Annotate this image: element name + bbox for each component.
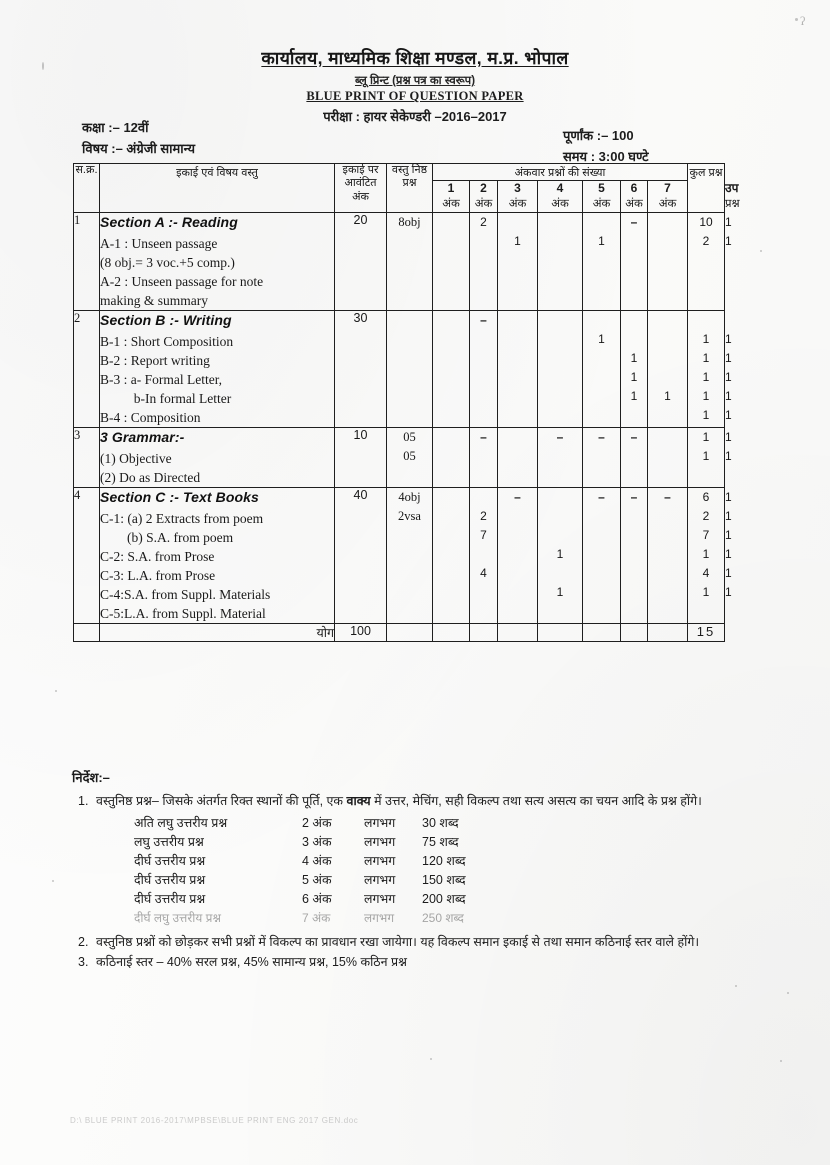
scan-speck xyxy=(787,992,789,994)
mark-count-value xyxy=(498,330,537,349)
question-type-row xyxy=(134,814,466,833)
section-subtopic: C-1: (a) 2 Extracts from poem xyxy=(100,510,264,526)
sub-question-value: 1 xyxy=(702,407,710,422)
row-serial-number: 3 xyxy=(74,427,100,487)
row-marks-allotted: 30 xyxy=(335,310,387,427)
col-header-3-mark: 3 अंक xyxy=(498,181,538,213)
sub-question-value: 1 xyxy=(702,331,710,346)
sub-question-value: 1 xyxy=(702,350,710,365)
section-subtopic: B-2 : Report writing xyxy=(100,352,210,368)
row-2-mark-count xyxy=(470,310,498,427)
mark-count-value xyxy=(538,564,582,583)
mark-count-value xyxy=(433,447,469,466)
mark-count-value xyxy=(648,428,687,447)
row-3-mark-count xyxy=(498,427,538,487)
instruction-text xyxy=(96,793,772,810)
header-row-marks: 1 अंक 2 अंक 3 अंक 4 अंक 5 अंक 6 अंक 7 अंक उप प्रश्न xyxy=(74,181,725,213)
total-c1-cell xyxy=(433,623,470,641)
row-serial-number: 4 xyxy=(74,487,100,623)
row-1-mark-count xyxy=(433,310,470,427)
total-c6-cell xyxy=(621,623,648,641)
total-sno-cell xyxy=(74,623,100,641)
sub-question-value: 1 xyxy=(702,546,710,561)
mark-count-value xyxy=(433,368,469,387)
mark-count-value xyxy=(583,349,620,368)
question-type-approx: लगभग xyxy=(364,854,396,868)
col-header-4-mark: 4 अंक xyxy=(538,181,583,213)
total-c7-cell xyxy=(648,623,688,641)
mark-count-value xyxy=(498,545,537,564)
mark-count-value xyxy=(498,507,537,526)
section-title: Section B :- Writing xyxy=(100,311,232,328)
section-subtopic: B-1 : Short Composition xyxy=(100,333,234,349)
section-subtopic: b-In formal Letter xyxy=(100,390,232,406)
mark-count-value: 1 xyxy=(556,584,564,599)
mark-count-value xyxy=(621,330,647,349)
sub-question-value: 1 xyxy=(702,584,710,599)
row-marks-allotted: 20 xyxy=(335,212,387,310)
section-subtopic: C-5:L.A. from Suppl. Material xyxy=(100,605,266,621)
total-c3-cell xyxy=(498,623,538,641)
mark-count-value xyxy=(648,447,687,466)
mark-count-value: – xyxy=(514,489,521,504)
section-subtopic: B-3 : a- Formal Letter, xyxy=(100,371,223,387)
mark-count-value xyxy=(498,213,537,232)
question-type-row xyxy=(134,871,466,890)
col-header-unit-content: इकाई एवं विषय वस्तु xyxy=(100,164,335,213)
document-heading xyxy=(0,46,830,125)
exam-time-label: समय : 3:00 घण्टे xyxy=(563,149,649,164)
instruction-text: वस्तुनिष्ठ प्रश्नों को छोड़कर सभी प्रश्नों में विकल्प का प्रावधान रखा जायेगा। यह विकल्प समान इकाई से तथा समान कठिनाई स्तर वाले होंगे। xyxy=(96,935,700,949)
mark-count-value xyxy=(583,311,620,330)
row-marks-allotted: 40 xyxy=(335,487,387,623)
row-7-mark-count xyxy=(648,310,688,427)
mark-count-value xyxy=(621,232,647,251)
col-header-6-mark: 6 अंक xyxy=(621,181,648,213)
objective-value: 8obj xyxy=(398,214,421,229)
instruction-text-after: में उत्तर, मेचिंग, सही विकल्प तथा सत्य असत्य का चयन आदि के प्रश्न होंगे। xyxy=(370,794,702,808)
mark-count-value xyxy=(648,583,687,602)
section-subtopic: making & summary xyxy=(100,292,208,308)
objective-value xyxy=(387,330,432,349)
objective-value: 05 xyxy=(403,448,416,463)
mark-count-value xyxy=(648,545,687,564)
row-1-mark-count xyxy=(433,427,470,487)
mark-count-value xyxy=(648,311,687,330)
mark-count-value: – xyxy=(480,429,487,444)
mark-count-value xyxy=(470,368,497,387)
question-type-approx: लगभग xyxy=(364,873,396,887)
mark-count-value xyxy=(470,447,497,466)
total-questions-cell: 15 xyxy=(688,623,725,641)
mark-count-value: – xyxy=(598,429,605,444)
mark-count-value xyxy=(583,526,620,545)
mark-count-value: 2 xyxy=(480,508,487,523)
total-marks-cell: 100 xyxy=(335,623,387,641)
mark-count-value: 1 xyxy=(630,388,638,403)
col-header-7-mark: 7 अंक xyxy=(648,181,688,213)
row-5-mark-count xyxy=(583,487,621,623)
objective-value: 2vsa xyxy=(398,508,421,523)
row-7-mark-count xyxy=(648,427,688,487)
mark-count-value xyxy=(648,232,687,251)
mark-count-value xyxy=(470,545,497,564)
row-5-mark-count xyxy=(583,427,621,487)
row-4-mark-count xyxy=(538,427,583,487)
scan-speck xyxy=(795,18,798,21)
exam-name-year: परीक्षा : हायर सेकेण्डरी –2016–2017 xyxy=(323,109,507,124)
mark-count-value xyxy=(538,232,582,251)
instructions-section xyxy=(72,768,772,974)
section-subtopic: A-2 : Unseen passage for note xyxy=(100,273,264,289)
scan-speck xyxy=(430,1058,432,1060)
objective-value xyxy=(387,349,432,368)
row-3-mark-count xyxy=(498,310,538,427)
table-row: 3 3 Grammar:- (1) Objective (2) Do as Directed 10 05 05 – – – – 1 1 1 1 xyxy=(74,427,725,487)
mark-count-value xyxy=(648,564,687,583)
question-type-approx: लगभग xyxy=(364,835,396,849)
col-header-markwise-count: अंकवार प्रश्नों की संख्या xyxy=(433,164,688,181)
instruction-number: 2. xyxy=(78,935,89,949)
mark-count-value xyxy=(621,564,647,583)
mark-count-value xyxy=(498,349,537,368)
question-type-approx: लगभग xyxy=(364,816,396,830)
mark-count-value xyxy=(498,428,537,447)
mark-count-value: 1 xyxy=(598,233,605,248)
total-row xyxy=(74,623,725,641)
mark-count-value: 2 xyxy=(480,214,487,229)
total-objective-cell xyxy=(387,623,433,641)
section-subtopic: (b) S.A. from poem xyxy=(100,529,234,545)
question-type-table xyxy=(134,814,466,928)
mark-count-value: 7 xyxy=(480,527,487,542)
mark-count-value xyxy=(470,488,497,507)
mark-count-value xyxy=(470,232,497,251)
section-title: 3 Grammar:- xyxy=(100,428,185,445)
mark-count-value: – xyxy=(598,489,605,504)
sub-question-value: 1 xyxy=(702,369,710,384)
table-row: 4 Section C :- Text Books C-1: (a) 2 Extracts from poem (b) S.A. from poem C-2: S.A. from Prose C-3: L.A. from Prose C-4:S.A. from Suppl. Materials C-5:L.A. from Suppl. Material 40 4obj 2vsa 2 7 4 – 1 1 – – – 6 2 7 1 4 1 1 1 1 1 1 1 xyxy=(74,487,725,623)
mark-count-value: – xyxy=(630,489,638,504)
mark-count-value xyxy=(538,330,582,349)
row-2-mark-count xyxy=(470,427,498,487)
row-1-mark-count xyxy=(433,212,470,310)
mark-count-value xyxy=(583,564,620,583)
mark-count-value xyxy=(470,330,497,349)
instruction-item-2 xyxy=(72,934,772,951)
question-type-row xyxy=(134,909,466,928)
mark-count-value: 1 xyxy=(664,388,671,403)
sub-question-value: 7 xyxy=(702,527,710,542)
question-type-approx: लगभग xyxy=(364,892,396,906)
row-serial-number: 2 xyxy=(74,310,100,427)
row-4-mark-count xyxy=(538,487,583,623)
instruction-number: 3. xyxy=(78,955,89,969)
mark-count-value xyxy=(470,349,497,368)
mark-count-value xyxy=(648,213,687,232)
col-header-5-mark: 5 अंक xyxy=(583,181,621,213)
objective-value xyxy=(387,387,432,406)
question-type-name: दीर्घ उत्तरीय प्रश्न xyxy=(134,854,206,868)
blueprint-subtitle-english: BLUE PRINT OF QUESTION PAPER xyxy=(306,89,524,103)
mark-count-value xyxy=(583,213,620,232)
question-type-row xyxy=(134,833,466,852)
mark-count-value xyxy=(433,387,469,406)
mark-count-value: – xyxy=(630,429,638,444)
sub-question-value: 10 xyxy=(699,214,713,229)
mark-count-value xyxy=(433,311,469,330)
section-subtopic: (1) Objective xyxy=(100,450,172,466)
row-unit-content xyxy=(100,212,335,310)
mark-count-value xyxy=(583,447,620,466)
mark-count-value xyxy=(538,526,582,545)
mark-count-value: – xyxy=(480,312,487,327)
objective-value: 05 xyxy=(403,429,416,444)
mark-count-value: 1 xyxy=(630,369,638,384)
mark-count-value xyxy=(583,368,620,387)
mark-count-value xyxy=(498,368,537,387)
question-type-approx: लगभग xyxy=(364,911,395,925)
row-objective-questions xyxy=(387,310,433,427)
row-marks-allotted: 10 xyxy=(335,427,387,487)
instruction-item-3 xyxy=(72,954,772,971)
row-3-mark-count xyxy=(498,212,538,310)
col-header-total-questions: कुल प्रश्न xyxy=(688,164,725,213)
mark-count-value xyxy=(621,311,647,330)
page-corner-mark: ʔ xyxy=(800,14,806,28)
instructions-heading: निर्देश:– xyxy=(72,770,110,785)
section-subtopic: C-3: L.A. from Prose xyxy=(100,567,216,583)
sub-question-value: 1 xyxy=(702,388,710,403)
table-header xyxy=(74,164,740,213)
row-6-mark-count xyxy=(621,212,648,310)
scan-speck xyxy=(52,880,54,882)
row-5-mark-count xyxy=(583,212,621,310)
mark-count-value xyxy=(648,349,687,368)
mark-count-value xyxy=(498,583,537,602)
mark-count-value xyxy=(538,507,582,526)
question-type-words: 120 शब्द xyxy=(422,854,466,868)
row-sub-questions xyxy=(688,487,725,623)
mark-count-value xyxy=(538,213,582,232)
section-subtopic: B-4 : Composition xyxy=(100,409,201,425)
scan-speck xyxy=(735,985,737,987)
mark-count-value: 1 xyxy=(630,350,638,365)
question-type-words: 200 शब्द xyxy=(422,892,466,906)
mark-count-value: 1 xyxy=(514,233,521,248)
section-subtopic: A-1 : Unseen passage xyxy=(100,235,218,251)
section-subtopic: C-4:S.A. from Suppl. Materials xyxy=(100,586,271,602)
header-row-top xyxy=(74,164,725,181)
mark-count-value xyxy=(648,507,687,526)
class-label: कक्षा :– 12वीं xyxy=(82,120,149,135)
objective-value xyxy=(387,311,432,330)
col-header-objective-questions: वस्तु निष्ठ प्रश्न xyxy=(387,164,433,213)
col-header-1-mark: 1 अंक xyxy=(433,181,470,213)
table-row: 2 Section B :- Writing B-1 : Short Composition B-2 : Report writing B-3 : a- Formal Letter, b-In formal Letter B-4 : Composition 30 – 1 1 1 1 1 1 1 1 1 1 1 1 1 1 1 xyxy=(74,310,725,427)
mark-count-value xyxy=(583,583,620,602)
col-header-2-mark: 2 अंक xyxy=(470,181,498,213)
question-type-row xyxy=(134,890,466,909)
mark-count-value xyxy=(498,447,537,466)
instruction-number: 1. xyxy=(78,794,89,808)
objective-value xyxy=(387,232,432,251)
mark-count-value xyxy=(621,583,647,602)
mark-count-value xyxy=(538,488,582,507)
section-subtopic: (8 obj.= 3 voc.+5 comp.) xyxy=(100,254,235,270)
question-type-name: दीर्घ लघु उत्तरीय प्रश्न xyxy=(134,911,221,925)
col-header-sno: स.क्र. xyxy=(74,164,100,213)
section-subtopic: (2) Do as Directed xyxy=(100,469,201,485)
mark-count-value xyxy=(498,526,537,545)
sub-question-value: 4 xyxy=(702,565,710,580)
mark-count-value: – xyxy=(630,214,638,229)
mark-count-value xyxy=(433,428,469,447)
mark-count-value: 1 xyxy=(556,546,564,561)
mark-count-value: 4 xyxy=(480,565,487,580)
instruction-item-1 xyxy=(72,793,772,810)
row-7-mark-count xyxy=(648,487,688,623)
question-type-marks: 6 अंक xyxy=(302,892,332,906)
row-3-mark-count xyxy=(498,487,538,623)
row-sub-questions xyxy=(688,310,725,427)
sub-question-value: 6 xyxy=(702,489,710,504)
row-objective-questions xyxy=(387,487,433,623)
row-6-mark-count xyxy=(621,310,648,427)
question-type-words: 30 शब्द xyxy=(422,816,459,830)
question-type-marks: 3 अंक xyxy=(302,835,332,849)
row-unit-content xyxy=(100,310,335,427)
row-unit-content xyxy=(100,487,335,623)
row-objective-questions xyxy=(387,427,433,487)
mark-count-value xyxy=(621,526,647,545)
mark-count-value xyxy=(583,507,620,526)
mark-count-value xyxy=(498,311,537,330)
scan-speck xyxy=(55,690,57,692)
section-title: Section A :- Reading xyxy=(100,213,238,230)
mark-count-value xyxy=(538,349,582,368)
question-type-name: लघु उत्तरीय प्रश्न xyxy=(134,835,204,849)
sub-question-value xyxy=(688,311,724,330)
sub-question-value: 1 xyxy=(702,448,710,463)
question-type-words: 75 शब्द xyxy=(422,835,459,849)
objective-value xyxy=(387,368,432,387)
row-6-mark-count xyxy=(621,427,648,487)
row-5-mark-count xyxy=(583,310,621,427)
question-type-marks: 4 अंक xyxy=(302,854,332,868)
mark-count-value xyxy=(621,507,647,526)
instruction-text-emphasis: वाक्य xyxy=(346,794,371,808)
mark-count-value xyxy=(433,232,469,251)
mark-count-value xyxy=(583,545,620,564)
question-type-marks: 5 अंक xyxy=(302,873,332,887)
mark-count-value xyxy=(621,447,647,466)
row-1-mark-count xyxy=(433,487,470,623)
mark-count-value xyxy=(433,349,469,368)
mark-count-value xyxy=(498,387,537,406)
scan-speck xyxy=(780,1060,782,1062)
mark-count-value xyxy=(648,526,687,545)
table-body xyxy=(74,212,732,623)
blueprint-table xyxy=(73,163,740,642)
row-4-mark-count xyxy=(538,212,583,310)
row-2-mark-count xyxy=(470,487,498,623)
row-4-mark-count xyxy=(538,310,583,427)
total-label-cell: योग xyxy=(100,623,335,641)
row-7-mark-count xyxy=(648,212,688,310)
question-type-words: 250 शब्द xyxy=(422,911,464,925)
question-type-marks: 7 अंक xyxy=(302,911,331,925)
sub-question-value: 2 xyxy=(702,508,710,523)
instruction-text-before: वस्तुनिष्ठ प्रश्न– जिसके अंतर्गत रिक्त स्थानों की पूर्ति, एक xyxy=(96,794,347,808)
question-type-words: 150 शब्द xyxy=(422,873,466,887)
mark-count-value xyxy=(498,564,537,583)
mark-count-value xyxy=(583,387,620,406)
mark-count-value xyxy=(470,387,497,406)
row-sub-questions xyxy=(688,212,725,310)
section-subtopic: C-2: S.A. from Prose xyxy=(100,548,215,564)
mark-count-value xyxy=(538,387,582,406)
mark-count-value: – xyxy=(664,489,671,504)
sub-question-value: 1 xyxy=(702,429,710,444)
question-type-name: अति लघु उत्तरीय प्रश्न xyxy=(134,816,228,830)
row-objective-questions xyxy=(387,212,433,310)
mark-count-value xyxy=(433,330,469,349)
total-c4-cell xyxy=(538,623,583,641)
table-row: 1 Section A :- Reading A-1 : Unseen passage (8 obj.= 3 voc.+5 comp.) A-2 : Unseen passage for note making & summary 20 8obj 2 1 1 – 10 2 1 1 xyxy=(74,212,725,310)
mark-count-value xyxy=(433,213,469,232)
mark-count-value: – xyxy=(556,429,564,444)
mark-count-value xyxy=(621,545,647,564)
table-footer xyxy=(74,623,725,641)
mark-count-value xyxy=(648,330,687,349)
scan-speck xyxy=(760,250,762,252)
objective-value: 4obj xyxy=(398,489,421,504)
section-title: Section C :- Text Books xyxy=(100,488,259,505)
row-6-mark-count xyxy=(621,487,648,623)
mark-count-value xyxy=(470,583,497,602)
question-type-marks: 2 अंक xyxy=(302,816,332,830)
total-c5-cell xyxy=(583,623,621,641)
row-serial-number: 1 xyxy=(74,212,100,310)
row-2-mark-count xyxy=(470,212,498,310)
instruction-text: कठिनाई स्तर – 40% सरल प्रश्न, 45% सामान्य प्रश्न, 15% कठिन प्रश्न xyxy=(96,955,407,969)
question-type-name: दीर्घ उत्तरीय प्रश्न xyxy=(134,873,206,887)
mark-count-value: 1 xyxy=(598,331,605,346)
row-unit-content xyxy=(100,427,335,487)
max-marks-label: पूर्णांक :– 100 xyxy=(563,128,634,143)
sub-question-value: 2 xyxy=(702,233,710,248)
subject-label: विषय :– अंग्रेजी सामान्य xyxy=(82,141,195,156)
scan-footer-path: D:\ BLUE PRINT 2016-2017\MPBSE\BLUE PRINT ENG 2017 GEN.doc xyxy=(70,1116,359,1125)
mark-count-value xyxy=(538,368,582,387)
blueprint-subtitle-hindi: ब्लू प्रिन्ट (प्रश्न पत्र का स्वरूप) xyxy=(354,75,476,87)
board-office-title: कार्यालय, माध्यमिक शिक्षा मण्डल, म.प्र. भोपाल xyxy=(261,48,569,68)
row-sub-questions xyxy=(688,427,725,487)
question-type-name: दीर्घ उत्तरीय प्रश्न xyxy=(134,892,206,906)
mark-count-value xyxy=(538,311,582,330)
mark-count-value xyxy=(648,368,687,387)
question-type-row xyxy=(134,852,466,871)
mark-count-value xyxy=(538,447,582,466)
col-header-marks-allotted: इकाई पर आवंटित अंक xyxy=(335,164,387,213)
total-c2-cell xyxy=(470,623,498,641)
